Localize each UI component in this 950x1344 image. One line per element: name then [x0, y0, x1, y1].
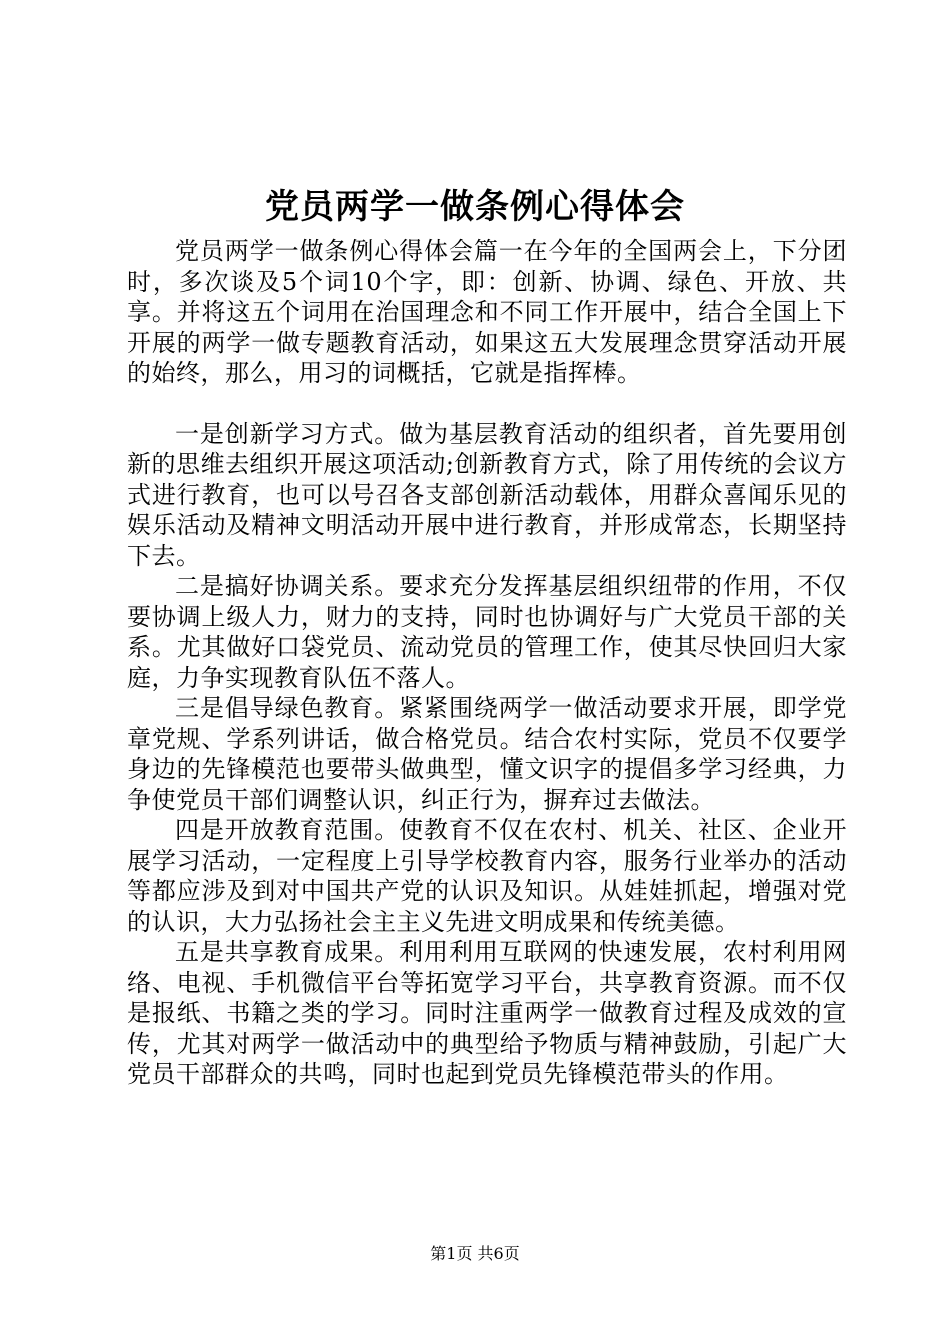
document-body [127, 236, 847, 1090]
paragraph-openness: 四是开放教育范围。使教育不仅在农村、机关、社区、企业开展学习活动，一定程度上引导学校教育内容，服务行业举办的活动等都应涉及到对中国共产党的认识及知识。从娃娃抓起，增强对党的认识，大力弘扬社会主主义先进文明成果和传统美德。 [127, 816, 847, 936]
paragraph-sharing: 五是共享教育成果。利用利用互联网的快速发展，农村利用网络、电视、手机微信平台等拓宽学习平台，共享教育资源。而不仅是报纸、书籍之类的学习。同时注重两学一做教育过程及成效的宣传，尤其对两学一做活动中的典型给予物质与精神鼓励，引起广大党员干部群众的共鸣，同时也起到党员先锋模范带头的作用。 [127, 938, 847, 1088]
page-number-footer: 第1页 共6页 [430, 1244, 520, 1263]
paragraph-coordination: 二是搞好协调关系。要求充分发挥基层组织纽带的作用，不仅要协调上级人力，财力的支持，同时也协调好与广大党员干部的关系。尤其做好口袋党员、流动党员的管理工作，使其尽快回归大家庭，力争实现教育队伍不落人。 [127, 572, 847, 692]
document-title: 党员两学一做条例心得体会 [265, 187, 685, 227]
paragraph-intro: 党员两学一做条例心得体会篇一在今年的全国两会上，下分团时，多次谈及5个词10个字，即：创新、协调、绿色、开放、共享。并将这五个词用在治国理念和不同工作开展中，结合全国上下开展的两学一做专题教育活动，如果这五大发展理念贯穿活动开展的始终，那么，用习的词概括，它就是指挥棒。 [127, 237, 847, 387]
paragraph-green: 三是倡导绿色教育。紧紧围绕两学一做活动要求开展，即学党章党规、学系列讲话，做合格党员。结合农村实际，党员不仅要学身边的先锋模范也要带头做典型，懂文识字的提倡多学习经典，力争使党员干部们调整认识，纠正行为，摒弃过去做法。 [127, 694, 847, 814]
paragraph-innovation: 一是创新学习方式。做为基层教育活动的组织者，首先要用创新的思维去组织开展这项活动;创新教育方式，除了用传统的会议方式进行教育，也可以号召各支部创新活动载体，用群众喜闻乐见的娱乐活动及精神文明活动开展中进行教育，并形成常态，长期坚持下去。 [127, 419, 847, 570]
